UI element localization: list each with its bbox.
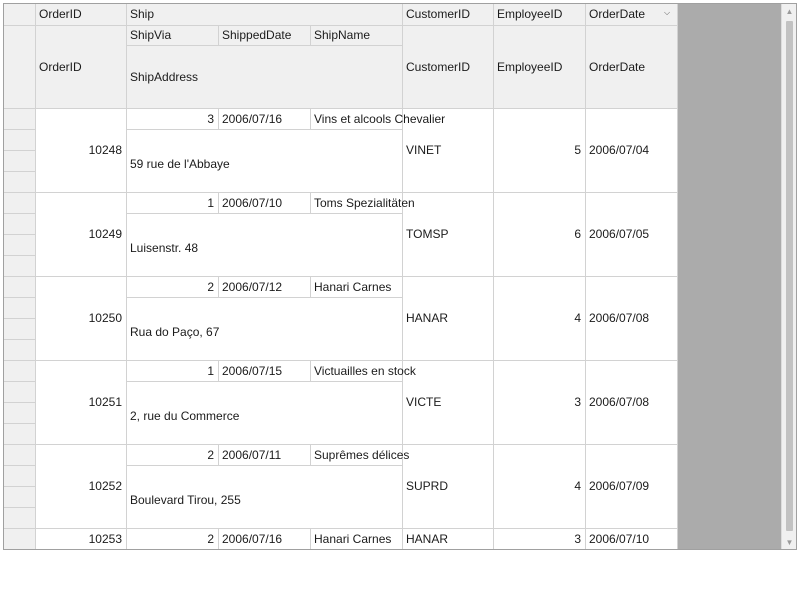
cell-orderdate[interactable]: 2006/07/08 [589,395,650,409]
row-header-cell[interactable] [4,255,35,276]
header-employeeid[interactable]: EmployeeID [497,7,563,21]
cell-shipname[interactable]: Suprêmes délices [314,447,410,462]
cell-shipaddress[interactable]: Luisenstr. 48 [130,240,199,255]
cell-employeeid[interactable]: 5 [574,143,581,157]
row-header-cell[interactable] [4,234,35,255]
row-header-cell[interactable] [4,549,35,570]
row-header-cell[interactable] [4,381,35,402]
row-header-cell[interactable] [4,507,35,528]
row-header-cell[interactable] [4,150,35,171]
cell-employeeid[interactable]: 4 [574,311,581,325]
cell-shipvia[interactable]: 3 [207,111,214,126]
cell-shipvia[interactable]: 2 [207,279,214,294]
cell-shippeddate[interactable]: 2006/07/16 [222,111,283,126]
cell-orderid[interactable]: 10249 [88,227,122,241]
cell-customerid[interactable]: VICTE [406,395,442,409]
cell-employeeid[interactable]: 4 [574,479,581,493]
header-shipvia[interactable]: ShipVia [130,28,172,42]
cell-orderid[interactable]: 10248 [88,143,122,157]
cell-orderid[interactable]: 10252 [88,479,122,493]
cell-shipaddress[interactable]: 59 rue de l'Abbaye [130,156,230,171]
empty-grid-area [678,3,781,550]
header-orderid[interactable]: OrderID [39,7,82,21]
header-ship-group[interactable]: Ship [130,7,155,21]
cell-shipvia[interactable]: 1 [207,363,214,378]
cell-shippeddate[interactable]: 2006/07/10 [222,195,283,210]
row-header-cell[interactable] [4,297,35,318]
header-customerid-sub[interactable]: CustomerID [406,59,471,74]
row-header-cell[interactable] [4,486,35,507]
row-header-cell[interactable] [4,570,35,591]
row-header-cell[interactable] [4,591,35,612]
cell-shippeddate[interactable]: 2006/07/15 [222,363,283,378]
row-header-cell[interactable] [4,318,35,339]
cell-orderdate[interactable]: 2006/07/04 [589,143,650,157]
header-shipname[interactable]: ShipName [314,28,371,42]
chevron-down-icon[interactable]: ⌵ [664,8,671,17]
row-header-cell[interactable] [4,360,35,381]
cell-employeeid[interactable]: 3 [574,395,581,409]
row-header-cell[interactable] [4,213,35,234]
cell-employeeid[interactable]: 6 [574,227,581,241]
cell-shipvia[interactable]: 1 [207,195,214,210]
cell-orderdate[interactable]: 2006/07/05 [589,227,650,241]
cell-shippeddate[interactable]: 2006/07/16 [222,531,283,546]
row-header-cell[interactable] [4,192,35,213]
cell-customerid[interactable]: SUPRD [406,479,449,493]
row-header-cell[interactable] [4,402,35,423]
cell-shipaddress[interactable]: 2, rue du Commerce [130,408,240,423]
cell-customerid[interactable]: HANAR [406,311,449,325]
cell-customerid[interactable]: HANAR [406,531,449,546]
cell-orderid[interactable]: 10251 [88,395,122,409]
cell-orderdate[interactable]: 2006/07/10 [589,531,650,546]
cell-shipvia[interactable]: 2 [207,531,214,546]
vertical-scrollbar[interactable] [781,3,797,550]
cell-orderid[interactable]: 10250 [88,311,122,325]
row-header-cell[interactable] [4,339,35,360]
row-header-cell[interactable] [4,171,35,192]
row-header-cell[interactable] [4,276,35,297]
header-customerid[interactable]: CustomerID [406,7,471,21]
cell-shipname[interactable]: Toms Spezialitäten [314,195,415,210]
cell-shipname[interactable]: Vins et alcools Chevalier [314,111,446,126]
row-header-cell[interactable] [4,444,35,465]
cell-shipaddress[interactable]: Rua do Paço, 67 [130,324,220,339]
arrow-down-icon[interactable]: ▼ [785,537,794,547]
arrow-up-icon[interactable]: ▲ [785,6,794,16]
cell-orderdate[interactable]: 2006/07/08 [589,311,650,325]
header-shipaddress[interactable]: ShipAddress [130,69,199,84]
cell-orderid[interactable]: 10253 [88,531,122,546]
cell-customerid[interactable]: VINET [406,143,442,157]
row-header-cell[interactable] [4,528,35,549]
scrollbar-thumb[interactable] [786,21,793,531]
row-header-cell[interactable] [4,423,35,444]
cell-shipname[interactable]: Hanari Carnes [314,279,392,294]
header-employeeid-sub[interactable]: EmployeeID [497,59,563,74]
cell-shippeddate[interactable]: 2006/07/12 [222,279,283,294]
header-shippeddate[interactable]: ShippedDate [222,28,292,42]
row-header-cell[interactable] [4,129,35,150]
cell-employeeid[interactable]: 3 [574,531,581,546]
cell-orderdate[interactable]: 2006/07/09 [589,479,650,493]
cell-shipaddress[interactable]: Boulevard Tirou, 255 [130,492,241,507]
cell-shipname[interactable]: Hanari Carnes [314,531,392,546]
header-orderdate-sub[interactable]: OrderDate [589,59,646,74]
cell-shippeddate[interactable]: 2006/07/11 [222,447,282,462]
row-header-cell[interactable] [4,465,35,486]
header-orderid-sub[interactable]: OrderID [39,59,82,74]
cell-customerid[interactable]: TOMSP [406,227,449,241]
header-orderdate[interactable]: OrderDate [589,7,646,21]
cell-shipaddress[interactable] [126,549,402,555]
cell-shipname[interactable]: Victuailles en stock [314,363,416,378]
row-header-cell[interactable] [4,108,35,129]
cell-shipvia[interactable]: 2 [207,447,214,462]
